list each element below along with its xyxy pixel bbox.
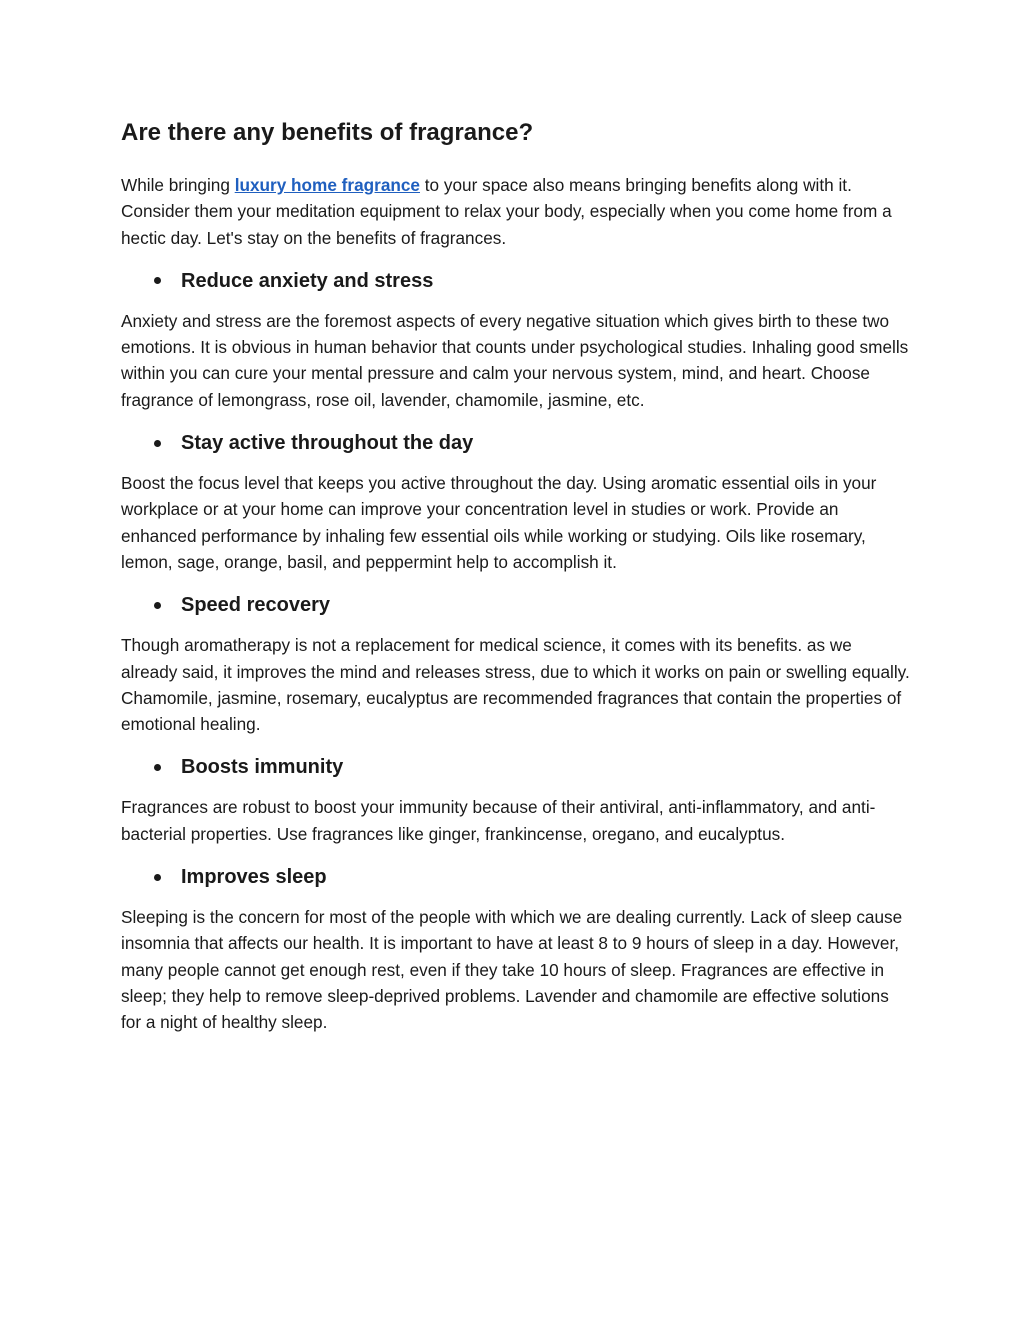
section-body-speed-recovery: Though aromatherapy is not a replacement for medical science, it comes with its benefits. as we already said, it improves the mind and releases stress, due to which it works on pain or swelling equally. Chamomile, jasmine, rosemary, eucalyptus are recommended fragrances that contain the properties of emotional healing. (121, 635, 910, 735)
section-body-improves-sleep: Sleeping is the concern for most of the people with which we are dealing currently. Lack of sleep cause insomnia that affects our health. It is important to have at least 8 to 9 hours of sleep in a day. However, many people cannot get enough rest, even if they take 10 hours of sleep. Fragrances are effective in sleep; they help to remove sleep-deprived problems. Lavender and chamomile are effective solutions for a night of healthy sleep. (121, 907, 903, 1033)
luxury-home-fragrance-link[interactable]: luxury home fragrance (234, 175, 420, 195)
page-title: Are there any benefits of fragrance? (121, 119, 534, 146)
section-heading-improves-sleep (121, 864, 911, 890)
section-heading-text: Improves sleep (181, 866, 327, 889)
bullet-icon (154, 277, 161, 284)
section-heading-text: Speed recovery (181, 594, 330, 617)
section-heading-speed-recovery (121, 592, 911, 618)
section-body-boosts-immunity: Fragrances are robust to boost your immunity because of their antiviral, anti-inflammatory, and anti-bacterial properties. Use fragrances like ginger, frankincense, oregano, and eucalyptus. (121, 797, 876, 844)
section-heading-text: Stay active throughout the day (181, 432, 474, 455)
bullet-icon (154, 874, 161, 881)
bullet-icon (154, 602, 161, 609)
section-heading-stay-active (121, 430, 911, 456)
section-body-stay-active: Boost the focus level that keeps you active throughout the day. Using aromatic essential oils in your workplace or at your home can improve your concentration level in studies or work. Provide an enhanced performance by inhaling few essential oils while working or studying. Oils like rosemary, lemon, sage, orange, basil, and peppermint help to accomplish it. (121, 473, 877, 572)
section-heading-text: Reduce anxiety and stress (181, 269, 434, 292)
bullet-icon (154, 440, 161, 447)
section-heading-reduce-anxiety (121, 268, 911, 294)
intro-text-before-link: While bringing (121, 175, 235, 195)
section-heading-boosts-immunity (121, 754, 911, 780)
intro-text-after-link: to your space also means bringing benefits along with it. Consider them your meditation equipment to relax your body, especially when you come home from a hectic day. Let's stay on the benefits of fragrances. (121, 175, 892, 248)
intro-paragraph (121, 172, 911, 251)
document-page (121, 118, 911, 1036)
section-body-reduce-anxiety: Anxiety and stress are the foremost aspects of every negative situation which gives birth to these two emotions. It is obvious in human behavior that counts under psychological studies. Inhaling good smells within you can cure your mental pressure and calm your nervous system, mind, and heart. Choose fragrance of lemongrass, rose oil, lavender, chamomile, jasmine, etc. (121, 310, 909, 410)
section-heading-text: Boosts immunity (181, 756, 344, 779)
bullet-icon (154, 764, 161, 771)
